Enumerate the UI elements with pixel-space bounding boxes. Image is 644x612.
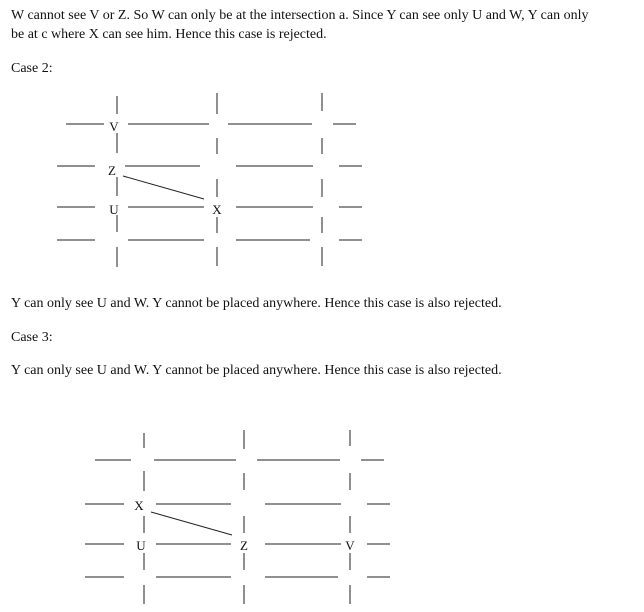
case2-label-u: U (109, 202, 119, 217)
case3-label-x: X (134, 498, 144, 513)
case2-label-v: V (109, 119, 119, 134)
case2-caption: Y can only see U and W. Y cannot be placed anywhere. Hence this case is also rejected. (11, 296, 502, 311)
intro-line-1: W cannot see V or Z. So W can only be at the intersection a. Since Y can see only U and W, Y can only (11, 8, 589, 23)
case3-label-v: V (345, 538, 355, 553)
case3-label-z: Z (240, 538, 248, 553)
case3-sightline-x-z (151, 512, 232, 535)
case3-label-u: U (136, 538, 146, 553)
intro-line-2: be at c where X can see him. Hence this case is rejected. (11, 27, 327, 42)
case2-label-x: X (212, 202, 222, 217)
case3-heading: Case 3: (11, 330, 53, 345)
case3-caption: Y can only see U and W. Y cannot be placed anywhere. Hence this case is also rejected. (11, 363, 502, 378)
case2-heading: Case 2: (11, 61, 53, 76)
case2-label-z: Z (108, 163, 116, 178)
